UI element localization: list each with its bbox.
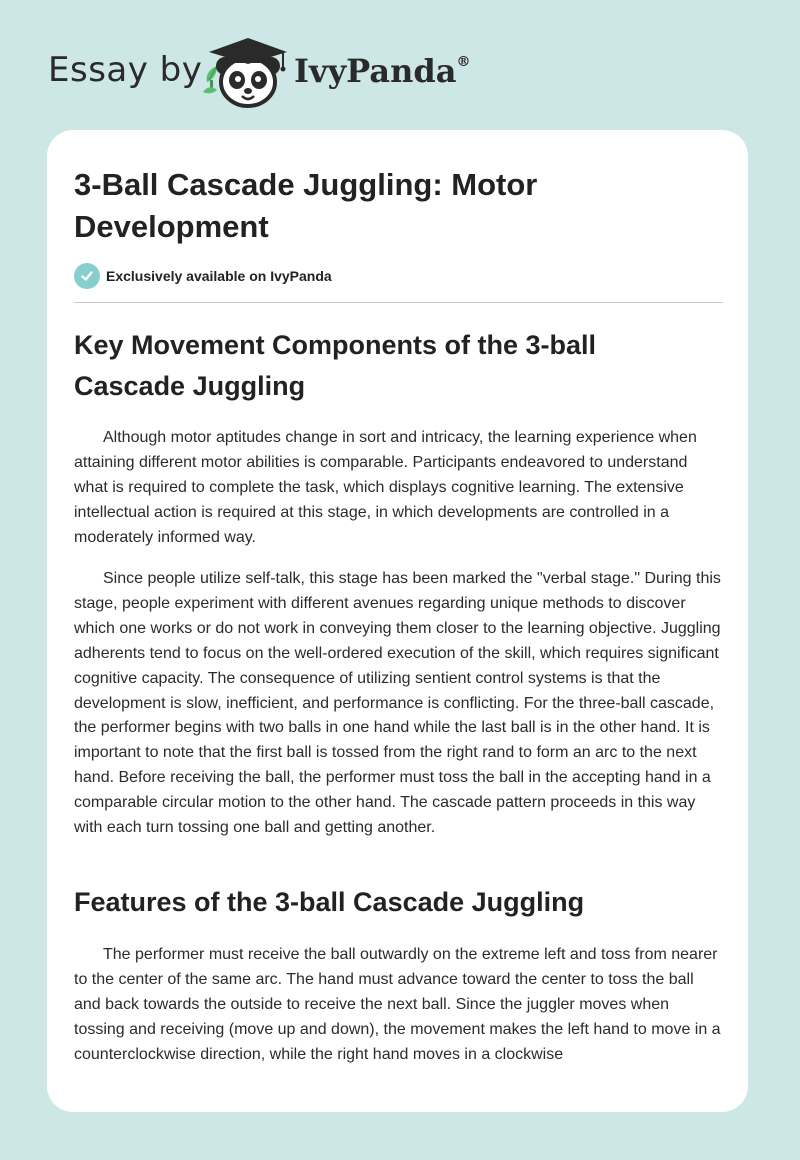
site-header bbox=[0, 0, 800, 130]
article-title: 3-Ball Cascade Juggling: Motor Development bbox=[74, 167, 538, 244]
divider bbox=[74, 302, 723, 303]
section-heading: Features of the 3-ball Cascade Juggling bbox=[74, 887, 585, 917]
brand-prefix: Essay by bbox=[48, 50, 203, 90]
checkmark-icon bbox=[74, 263, 100, 289]
section-heading: Key Movement Components of the 3-ball Cascade Juggling bbox=[74, 330, 597, 401]
article-card bbox=[47, 130, 748, 1112]
brand-name[interactable] bbox=[294, 52, 470, 90]
badge-text: Exclusively available on IvyPanda bbox=[106, 268, 332, 284]
panda-graduate-icon[interactable] bbox=[203, 36, 291, 110]
paragraph: The performer must receive the ball outwardly on the extreme left and toss from nearer to the center of the same arc. The hand must advance toward the center to toss the ball and back towards the outside to receive the next ball. Since the juggler moves when tossing and receiving (move up and down), the movement makes the left hand to move in a counterclockwise direction, while the right hand moves in a clockwise bbox=[74, 946, 721, 1063]
brand-name-text: IvyPanda bbox=[294, 52, 457, 90]
registered-mark: ® bbox=[456, 54, 471, 70]
exclusive-badge bbox=[74, 263, 332, 289]
paragraph: Although motor aptitudes change in sort and intricacy, the learning experience when attaining different motor abilities is comparable. Participants endeavored to understand what is required to complete the task, which displays cognitive learning. The extensive intellectual action is required at this stage, in which developments are controlled in a moderately informed way. bbox=[74, 429, 697, 546]
paragraph: Since people utilize self-talk, this stage has been marked the "verbal stage." During this stage, people experiment with different avenues regarding unique methods to discover which one works or do not work in conveying them closer to the learning objective. Juggling adherents tend to focus on the well-ordered execution of the skill, which requires significant cognitive capacity. The consequence of utilizing sentient control systems is that the development is slow, inefficient, and performance is conflicting. For the three-ball cascade, the performer begins with two balls in one hand while the last ball is in the other hand. It is important to note that the first ball is tossed from the right rand to form an arc to the next hand. Before receiving the ball, the performer must toss the ball in the accepting hand in a comparable circular motion to the other hand. The cascade pattern proceeds in this way with each turn tossing one ball and getting another. bbox=[74, 570, 721, 837]
